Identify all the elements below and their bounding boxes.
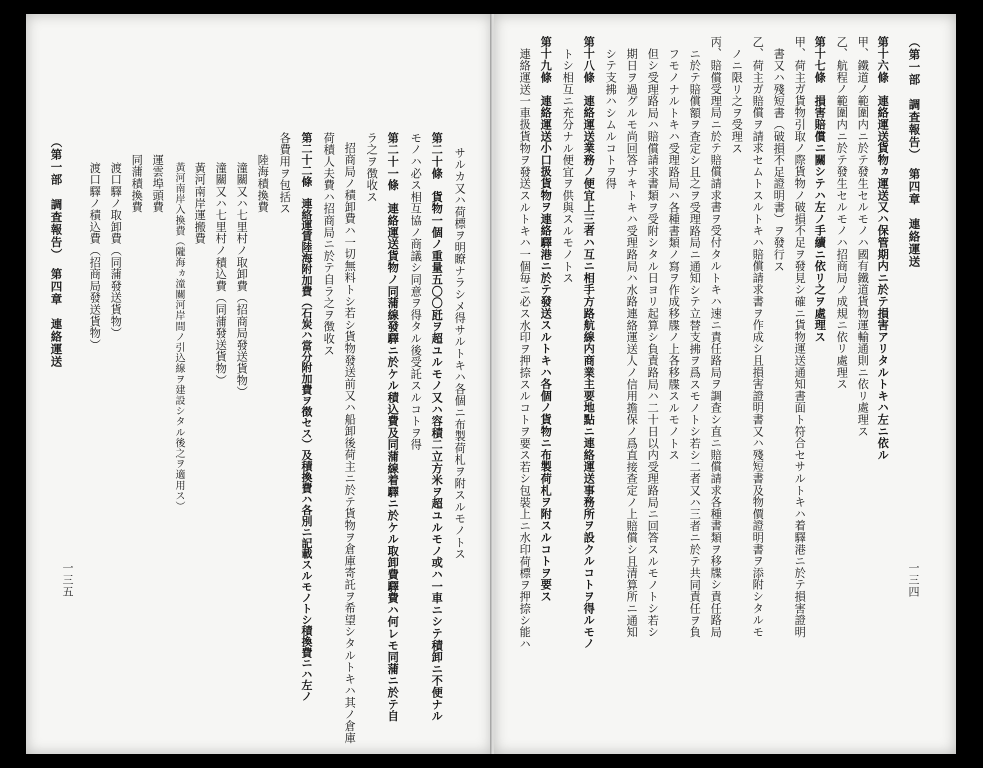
text-line: ラ之ヲ徴收ス: [365, 132, 379, 203]
article-21: 第二十一條 連絡運送貨物ノ同蒲線發驛ニ於ケル積込費及同蒲線着驛ニ於ケル取卸費驛費ハ何レモ同蒲ニ於テ自: [386, 132, 401, 722]
text-line: 連絡運送一車扱貨物ヲ發送スルトキハ一個毎ニ必ス水印ヲ押捺スルコトヲ要ス若シ包裝上ニ水印荷標ヲ押捺シ能ハ: [518, 48, 532, 650]
text-line: 乙、荷主ガ賠償ヲ請求セムトスルトキハ賠償請求書ヲ作成シ且損害證明書又ハ殘短書及物價證明書ヲ添附シタルモ: [751, 36, 765, 638]
article-18: 第十八條 連絡運送業務ノ便宜上三者ハ互ニ相手方路航線内商業主要地點ニ連絡運送事務所ヲ設クルコトヲ得ルモノ: [582, 36, 597, 650]
running-header: （第一部 調査報告） 第四章 連絡運送: [49, 136, 64, 368]
text-line: 丙、賠償受理局ニ於テ賠償請求書ヲ受付タルトキハ速ニ責任路局ヲ調査シ直ニ賠償請求各種書類ヲ移牒シ責任路局: [709, 36, 723, 638]
text-line: 各費用ヲ包括ス: [278, 132, 292, 215]
text-line: サルカ又ハ荷標ヲ明瞭ナラシメ得サルトキハ各個ニ布製荷札ヲ附スルモノトス: [453, 147, 467, 560]
text-line: フモノナルトキハ受理路局ハ各種書類ノ寫ヲ作成移牒ノ上各移牒スルモノトス: [667, 48, 681, 461]
text-line: ニ於テ賠償額ヲ査定シ且之ヲ受理路局ニ通知シテ立替支拂ヲ爲スモノトシ若シ二者又ハ三者ニ於テ共同責任ヲ負: [688, 48, 702, 638]
article-16: 第十六條 連絡運送貨物ヵ運送又ハ保管期内ニ於テ損害アリタルトキハ左ニ依ル: [876, 36, 891, 461]
text-line: 乙、航程ノ範圍内ニ於テ發生セルモノハ招商局ノ成規ニ依リ處理ス: [835, 36, 849, 390]
list-item: 潼關又ハ七里村ノ取卸費（招商局發送貨物）: [235, 162, 249, 398]
article-19: 第十九條 連絡運送小口扱貨物ヲ連絡驛港ニ於テ發送スルトキハ各個ノ貨物ニ布製荷札ヲ附スルコトヲ要ス: [539, 36, 554, 603]
list-item: 黃河南岸入換費（隴海ヵ潼關河岸間ノ引込線ヲ建設シタル後之ヲ適用ス）: [173, 162, 184, 512]
text-line: シテ支拂ハシムルコトヲ得: [604, 48, 618, 190]
left-page: [26, 14, 492, 754]
text-line: 荷積人夫費ハ招商局ニ於テ自ラ之ヲ徴收ス: [322, 132, 336, 357]
running-header: （第一部 調査報告） 第四章 連絡運送: [907, 36, 922, 268]
article-17: 第十七條 損害賠償ニ關シテハ左ノ手續ニ依リ之ヲ處理ス: [813, 36, 828, 343]
text-line: 甲、荷主ガ貨物引取ノ際貨物ノ破損不足ヲ發見シ確ニ貨物運送通知書面ト符合セサルトキハ着驛港ニ於テ損害證明: [793, 36, 807, 638]
list-item: 渡口驛ノ積込費（招商局發送貨物）: [88, 162, 102, 351]
text-line: モノハ必ス相互協ノ商議シ同意ヲ得タル後受託スルコトヲ得: [409, 132, 423, 451]
page-number: 一三四: [907, 562, 920, 598]
list-item: 同蒲積換費: [130, 154, 144, 213]
text-line: 甲、鐵道ノ範圍内ニ於テ發生セルモノハ國有鐵道貨物運輸通則ニ依リ處理ス: [856, 36, 870, 438]
right-page: [494, 14, 956, 754]
list-item: 黃河南岸運搬費: [193, 162, 207, 245]
list-item: 運雲埠頭費: [151, 154, 165, 213]
text-line: 但シ受理路局ハ賠償請求書類ヲ受附シタル日ヨリ起算シ負責路局ハ二十日以内受理路局ニ回答スルモノトシ若シ: [646, 48, 660, 638]
article-22: 第二十二條 連絡運賃陸海附加費（石炭ハ當分附加費ヲ徴セス）及積換費ハ各別ニ記載スルモノトシ積換費ニハ左ノ: [299, 132, 313, 702]
text-line: ノニ限リ之ヲ受理ス: [730, 48, 744, 155]
list-item: 陸海積換費: [256, 154, 270, 213]
page-number: 一三五: [61, 562, 74, 598]
text-line: トシ相互ニ充分ナル便宜ヲ供與スルモノトス: [561, 48, 575, 284]
list-item: 渡口驛ノ取卸費（同蒲發送貨物）: [109, 162, 123, 339]
list-item: 潼關又ハ七里村ノ積込費（同蒲發送貨物）: [214, 162, 228, 387]
text-line: 招商局ノ積卸費ハ一切無料トシ若シ貨物發送前又ハ船卸後荷主ニ於テ貨物ヲ倉庫寄託ヲ希望シタルトキハ其ノ倉庫: [343, 142, 357, 744]
text-line: 期日ヲ過グルモ尚回答ナキトキハ受理路局ハ水路連絡運送人ノ信用擔保ノ爲直接查定ノ上賠償シ且清算所ニ通知: [625, 48, 639, 638]
text-line: 書又ハ殘短書（破損不足證明書）ヲ發行ス: [772, 48, 786, 273]
article-20: 第二十條 貨物一個ノ重量五〇〇瓩ヲ超ユルモノ又ハ容積二立方米ヲ超ユルモノ或ハ一車ニシテ積卸ニ不便ナル: [430, 132, 445, 722]
